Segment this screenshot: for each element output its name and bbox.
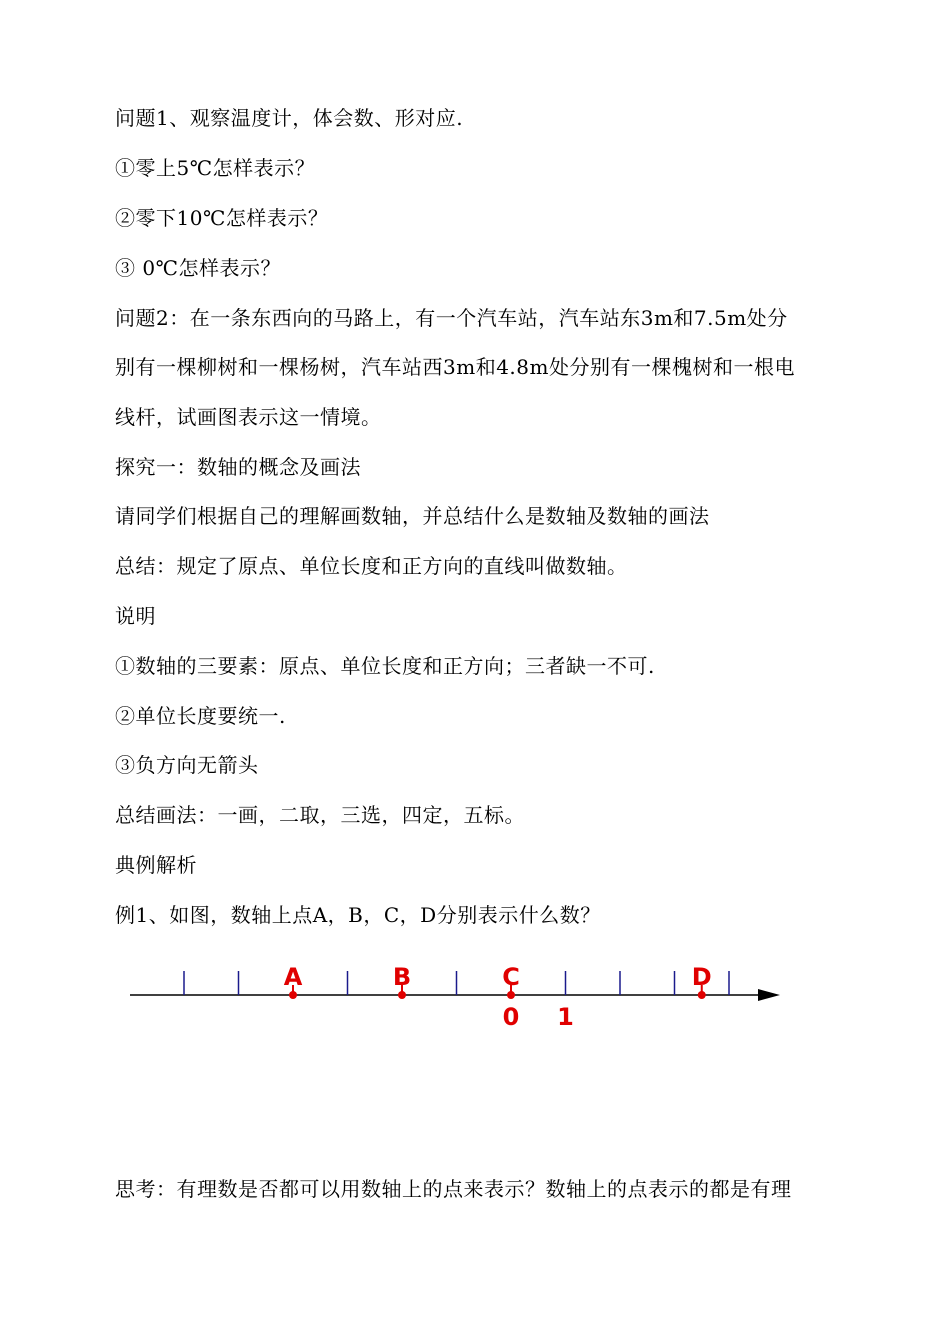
problem-2-line-3: 线杆，试画图表示这一情境。 — [115, 405, 382, 429]
axis-arrowhead — [758, 989, 780, 1001]
point-label: B — [392, 963, 412, 991]
definition-summary: 总结：规定了原点、单位长度和正方向的直线叫做数轴。 — [115, 554, 628, 578]
point-dot — [507, 991, 515, 999]
point-dot — [398, 991, 406, 999]
point-label: A — [283, 963, 303, 991]
note-2: ②单位长度要统一. — [115, 704, 286, 728]
problem-2-line-1: 问题2：在一条东西向的马路上，有一个汽车站，汽车站东3m和7.5m处分 — [115, 306, 788, 330]
point-a — [284, 963, 303, 999]
point-c — [502, 963, 520, 999]
example-1-question: 例1、如图，数轴上点A，B，C，D分别表示什么数？ — [115, 903, 601, 927]
notes-heading: 说明 — [115, 604, 156, 628]
point-dot — [289, 991, 297, 999]
tick-labels-layer — [503, 1003, 574, 1031]
explore-1-instruction: 请同学们根据自己的理解画数轴，并总结什么是数轴及数轴的画法 — [115, 504, 710, 528]
point-b — [393, 963, 411, 999]
point-dot — [698, 991, 706, 999]
note-3: ③负方向无箭头 — [115, 753, 259, 777]
note-1: ①数轴的三要素：原点、单位长度和正方向；三者缺一不可. — [115, 654, 655, 678]
explore-1-heading: 探究一：数轴的概念及画法 — [115, 455, 361, 479]
tick-label-0: 0 — [502, 1003, 520, 1031]
problem-1-title: 问题1、观察温度计，体会数、形对应. — [115, 106, 464, 130]
drawing-method-summary: 总结画法：一画，二取，三选，四定，五标。 — [115, 803, 525, 827]
question-3: ③ 0℃怎样表示？ — [115, 256, 281, 280]
point-label: C — [502, 963, 520, 991]
question-2: ②零下10℃怎样表示？ — [115, 206, 329, 230]
point-d — [692, 963, 712, 999]
problem-2-line-2: 别有一棵柳树和一棵杨树，汽车站西3m和4.8m处分别有一棵槐树和一根电 — [115, 355, 795, 379]
closing-question: 思考：有理数是否都可以用数轴上的点来表示？数轴上的点表示的都是有理 — [115, 1177, 792, 1201]
ticks-layer — [184, 971, 729, 995]
question-1: ①零上5℃怎样表示？ — [115, 156, 316, 180]
point-label: D — [691, 963, 712, 991]
tick-label-1: 1 — [557, 1003, 574, 1031]
examples-heading: 典例解析 — [115, 853, 197, 877]
